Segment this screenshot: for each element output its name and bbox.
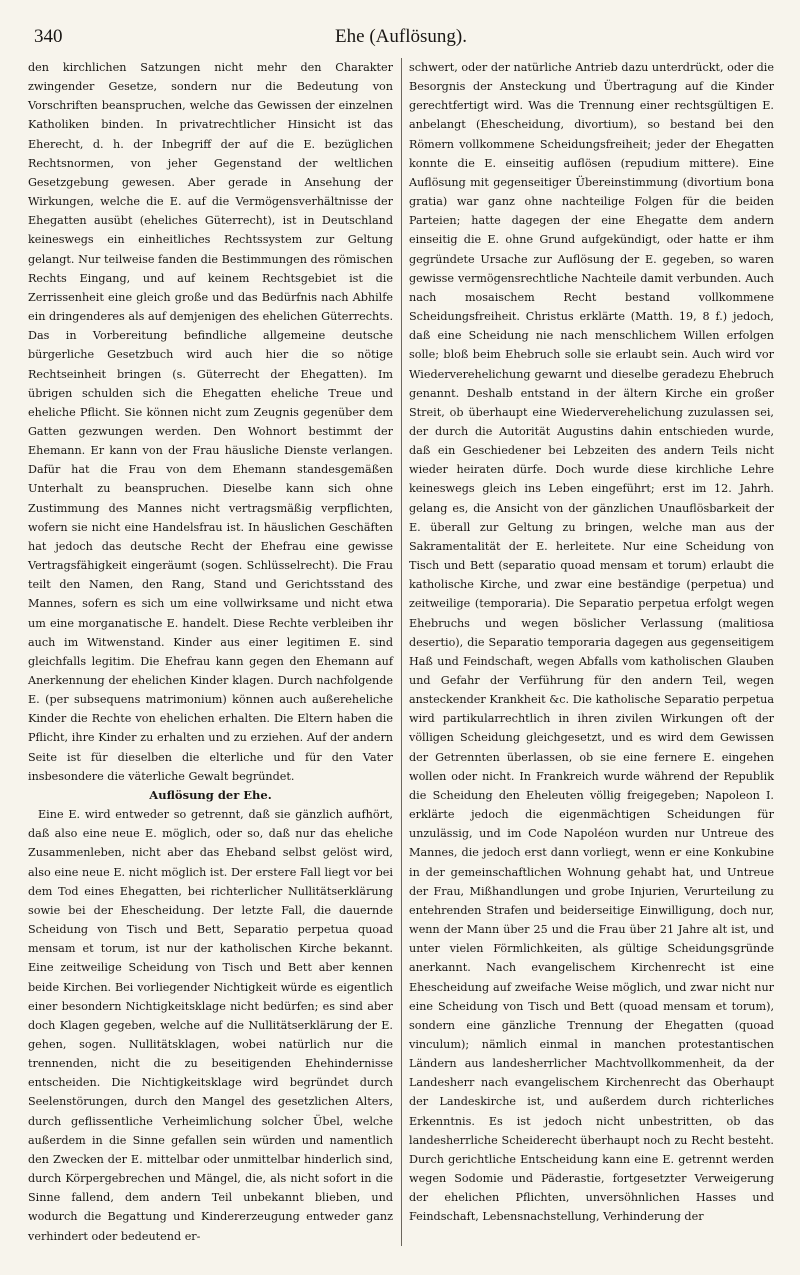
paragraph: Eine E. wird entweder so getrennt, daß sie gänzlich aufhört, daß also eine neue E. möglich, oder so, daß nur das eheliche Zusammenleben, nicht aber das Eheband selbst gelöst wird, also eine neue E. nicht möglich ist. Der erstere Fall liegt vor bei dem Tod eines Ehegatten, bei richterlicher Nullitätserklärung sowie bei der Ehescheidung. Der letzte Fall, die dauernde Scheidung von Tisch und Bett, Separatio perpetua quoad mensam et torum, ist nur der katholischen Kirche bekannt. Eine zeitweilige Scheidung von Tisch und Bett aber kennen beide Kirchen. Bei vorliegender Nichtigkeit würde es eigentlich einer besondern Nichtigkeitsklage nicht bedürfen; es sind aber doch Klagen gegeben, welche auf die Nullitätserklärung der E. gehen, sogen. Nullitätsklagen, wobei natürlich nur die trennenden, nicht die zu beseitigenden Ehehindernisse entscheiden. Die Nichtigkeitsklage wird begründet durch Seelenstörungen, durch den Mangel des gesetzlichen Alters, durch geflissentliche Verheimlichung solcher Übel, welche außerdem in die Sinne gefallen sein würden und namentlich den Zwecken der E. mittelbar oder unmittelbar hinderlich sind, durch Körpergebrechen und Mängel, die, als nicht sofort in die Sinne fallend, dem andern Teil unbekannt blieben, und wodurch die Begattung und Kindererzeugung entweder ganz verhindert oder bedeutend er- bbox=[28, 808, 393, 1243]
paragraph: schwert, oder der natürliche Antrieb dazu unterdrückt, oder die Besorgnis der Ansteckung und Übertragung auf die Kinder gerechtfertigt wird. Was die Trennung einer rechtsgültigen E. anbelangt (Ehescheidung, divortium), so bestand bei den Römern vollkommene Scheidungsfreiheit; jeder der Ehegatten konnte die E. einseitig auflösen (repudium mittere). Eine Auflösung mit gegenseitiger Übereinstimmung (divortium bona gratia) war ganz ohne nachteilige Folgen für die beiden Parteien; hatte dagegen der eine Ehegatte dem andern einseitig die E. ohne Grund aufgekündigt, oder hatte er ihm gegründete Ursache zur Auflösung der E. gegeben, so waren gewisse vermögensrechtliche Nachteile damit verbunden. Auch nach mosaischem Recht bestand vollkommene Scheidungsfreiheit. Christus erklärte (Matth. 19, 8 f.) jedoch, daß eine Scheidung nie nach menschlichem Willen erfolgen solle; bloß beim Ehebruch solle sie erlaubt sein. Auch wird vor Wiederverehelichung gewarnt und dieselbe geradezu Ehebruch genannt. Deshalb entstand in der ältern Kirche ein großer Streit, ob überhaupt eine Wiederverehelichung zuzulassen sei, der durch die Autorität Augustins dahin entschieden wurde, daß ein Geschiedener bei Lebzeiten des andern Teils nicht wieder heiraten dürfe. Doch wurde diese kirchliche Lehre keineswegs gleich ins Leben eingeführt; erst im 12. Jahrh. gelang es, die Ansicht von der gänzlichen Unauflösbarkeit der E. überall zur Geltung zu bringen, welche man aus der Sakramentalität der E. herleitete. Nur eine Scheidung von Tisch und Bett (separatio quoad mensam et torum) erlaubt die katholische Kirche, und zwar eine beständige (perpetua) und zeitweilige (temporaria). Die Separatio perpetua erfolgt wegen Ehebruchs und wegen böslicher Verlassung (malitiosa desertio), die Separatio temporaria dagegen aus gegenseitigem Haß und Feindschaft, wegen Abfalls vom katholischen Glauben und Gefahr der Verführung für den andern Teil, wegen ansteckender Krankheit &c. Die katholische Separatio perpetua wird partikularrechtlich in ihren zivilen Wirkungen oft der völligen Scheidung gleichgesetzt, und es wird dem Gewissen der Getrennten überlassen, ob sie eine fernere E. eingehen wollen oder nicht. In Frankreich wurde während der Republik die Scheidung den Eheleuten völlig freigegeben; Napoleon I. erklärte jedoch die eigenmächtigen Scheidungen für unzulässig, und im Code Napoléon wurden nur Untreue des Mannes, die jedoch erst dann vorliegt, wenn er eine Konkubine in der gemeinschaftlichen Wohnung gehabt hat, und Untreue der Frau, Mißhandlungen und grobe Injurien, Verurteilung zu entehrenden Strafen und beiderseitige Einwilligung, doch nur, wenn der Mann über 25 und die Frau über 21 Jahre alt ist, und unter vielen Förmlichkeiten, als gültige Scheidungsgründe anerkannt. Nach evangelischem Kirchenrecht ist eine Ehescheidung auf zweifache Weise möglich, und zwar nicht nur eine Scheidung von Tisch und Bett (quoad mensam et torum), sondern eine gänzliche Trennung der Ehegatten (quoad vinculum); nämlich einmal in manchen protestantischen Ländern aus landesherrlicher Machtvollkommenheit, da der Landesherr nach evangelischem Kirchenrecht das Oberhaupt der Landeskirche ist, und außerdem durch richterliches Erkenntnis. Es ist jedoch nicht unbestritten, ob das landesherrliche Scheiderecht überhaupt noch zu Recht besteht. Durch gerichtliche Entscheidung kann eine E. getrennt werden wegen Sodomie und Päderastie, fortgesetzter Verweigerung der ehelichen Pflichten, unversöhnlichen Hasses und Feindschaft, Lebensnachstellung, Verhinderung der bbox=[409, 61, 774, 1224]
right-column bbox=[409, 58, 774, 1246]
running-title: Ehe (Auflösung). bbox=[335, 26, 467, 47]
text-columns bbox=[28, 58, 774, 1246]
section-heading: Auflösung der Ehe. bbox=[149, 787, 272, 802]
left-column bbox=[28, 58, 393, 1246]
paragraph: den kirchlichen Satzungen nicht mehr den Charakter zwingender Gesetze, sondern nur die Bedeutung von Vorschriften beanspruchen, welche das Gewissen der einzelnen Katholiken binden. In privatrechtlicher Hinsicht ist das Eherecht, d. h. der Inbegriff der auf die E. bezüglichen Rechtsnormen, von jeher Gegenstand der weltlichen Gesetzgebung gewesen. Aber gerade in Ansehung der Wirkungen, welche die E. auf die Vermögensverhältnisse der Ehegatten ausübt (eheliches Güterrecht), ist in Deutschland keineswegs ein einheitliches Rechtssystem zur Geltung gelangt. Nur teilweise fanden die Bestimmungen des römischen Rechts Eingang, und auf keinem Rechtsgebiet ist die Zerrissenheit eine gleich große und das Bedürfnis nach Abhilfe ein dringenderes als auf demjenigen des ehelichen Güterrechts. Das in Vorbereitung befindliche allgemeine deutsche bürgerliche Gesetzbuch wird auch hier die so nötige Rechtseinheit bringen (s. Güterrecht der Ehegatten). Im übrigen schulden sich die Ehegatten eheliche Treue und eheliche Pflicht. Sie können nicht zum Zeugnis gegenüber dem Gatten gezwungen werden. Den Wohnort bestimmt der Ehemann. Er kann von der Frau häusliche Dienste verlangen. Dafür hat die Frau von dem Ehemann standesgemäßen Unterhalt zu beanspruchen. Dieselbe kann sich ohne Zustimmung des Mannes nicht vertragsmäßig verpflichten, wofern sie nicht eine Handelsfrau ist. In häuslichen Geschäften hat jedoch das deutsche Recht der Ehefrau eine gewisse Vertragsfähigkeit eingeräumt (sogen. Schlüsselrecht). Die Frau teilt den Namen, den Rang, Stand und Gerichtsstand des Mannes, sofern es sich um eine vollwirksame und nicht etwa um eine morganatische E. handelt. Diese Rechte verbleiben ihr auch im Witwenstand. Kinder aus einer legitimen E. sind gleichfalls legitim. Die Ehefrau kann gegen den Ehemann auf Anerkennung der ehelichen Kinder klagen. Durch nachfolgende E. (per subsequens matrimonium) können auch außereheliche Kinder die Rechte von ehelichen erhalten. Die Eltern haben die Pflicht, ihre Kinder zu erhalten und zu erziehen. Auf der andern Seite ist für dieselben die elterliche und für den Vater insbesondere die väterliche Gewalt begründet. bbox=[28, 61, 393, 783]
column-divider bbox=[401, 58, 402, 1246]
page-number: 340 bbox=[34, 26, 63, 47]
page-header bbox=[28, 22, 774, 58]
